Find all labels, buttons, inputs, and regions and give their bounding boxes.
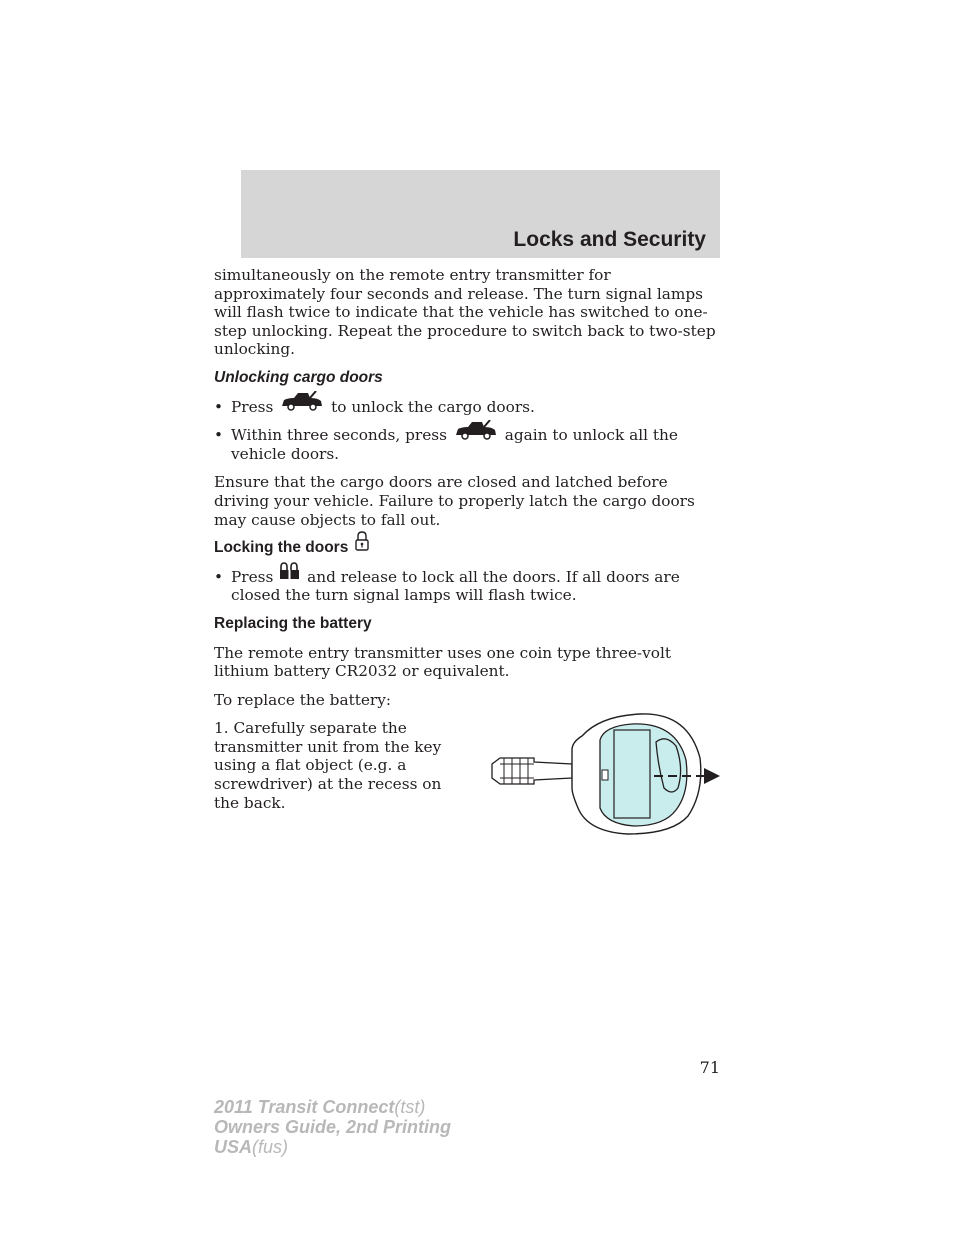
- cargo-bullet-1: [214, 398, 720, 417]
- section-header-band: [241, 170, 720, 258]
- footer-line-2: Owners Guide, 2nd Printing: [214, 1117, 452, 1137]
- footer-market: USA: [214, 1137, 253, 1157]
- intro-paragraph: simultaneously on the remote entry transmitter for approximately four seconds and release. The turn signal lamps will flash twice to indicate that the vehicle has switched to one-step unlocking. Repeat the procedure to switch back to two-step unlocking.: [214, 266, 716, 359]
- battery-paragraph: The remote entry transmitter uses one coin type three-volt lithium battery CR2032 or equivalent.: [214, 643, 671, 681]
- trunk-unlock-icon: [454, 420, 498, 445]
- bullet-dot: •: [214, 567, 224, 586]
- cargo-bullet-2-after: again to unlock all the vehicle doors.: [231, 426, 678, 463]
- trunk-unlock-icon: [280, 391, 324, 416]
- footer: [214, 1097, 451, 1157]
- padlock-icon: [355, 531, 369, 557]
- footer-line-3: [214, 1137, 451, 1157]
- locking-bullet-after: and release to lock all the doors. If all doors are closed the turn signal lamps will flash twice.: [231, 567, 680, 605]
- footer-line-1: [214, 1097, 451, 1117]
- footer-market-code: (fus): [252, 1137, 289, 1157]
- locking-heading-text: Locking the doors: [214, 539, 349, 557]
- cargo-bullet-2: [214, 426, 720, 463]
- cargo-bullet-1-after: to unlock the cargo doors.: [331, 397, 535, 416]
- section-title: Locks and Security: [513, 228, 706, 251]
- cargo-bullet-1-before: Press: [231, 397, 274, 416]
- bullet-dot: •: [214, 397, 224, 416]
- locking-bullet-before: Press: [231, 567, 274, 586]
- key-transmitter-illustration: [488, 712, 724, 836]
- cargo-heading: Unlocking cargo doors: [214, 368, 383, 386]
- cargo-bullet-2-before: Within three seconds, press: [231, 426, 447, 445]
- cargo-note: Ensure that the cargo doors are closed and latched before driving your vehicle. Failure to properly latch the cargo doors may cause objects to fall out.: [214, 473, 695, 529]
- locking-bullet: [214, 568, 720, 605]
- bullet-dot: •: [214, 426, 224, 445]
- battery-step-1: 1. Carefully separate the transmitter unit from the key using a flat object (e.g. a screwdriver) at the recess on the back.: [214, 719, 442, 812]
- battery-intro: To replace the battery:: [214, 690, 392, 709]
- battery-heading: Replacing the battery: [214, 614, 372, 632]
- lock-button-icon: [280, 562, 300, 585]
- locking-heading: [214, 539, 720, 558]
- footer-model: 2011 Transit Connect: [214, 1097, 395, 1117]
- footer-model-code: (tst): [394, 1097, 426, 1117]
- page-number: 71: [699, 1058, 720, 1077]
